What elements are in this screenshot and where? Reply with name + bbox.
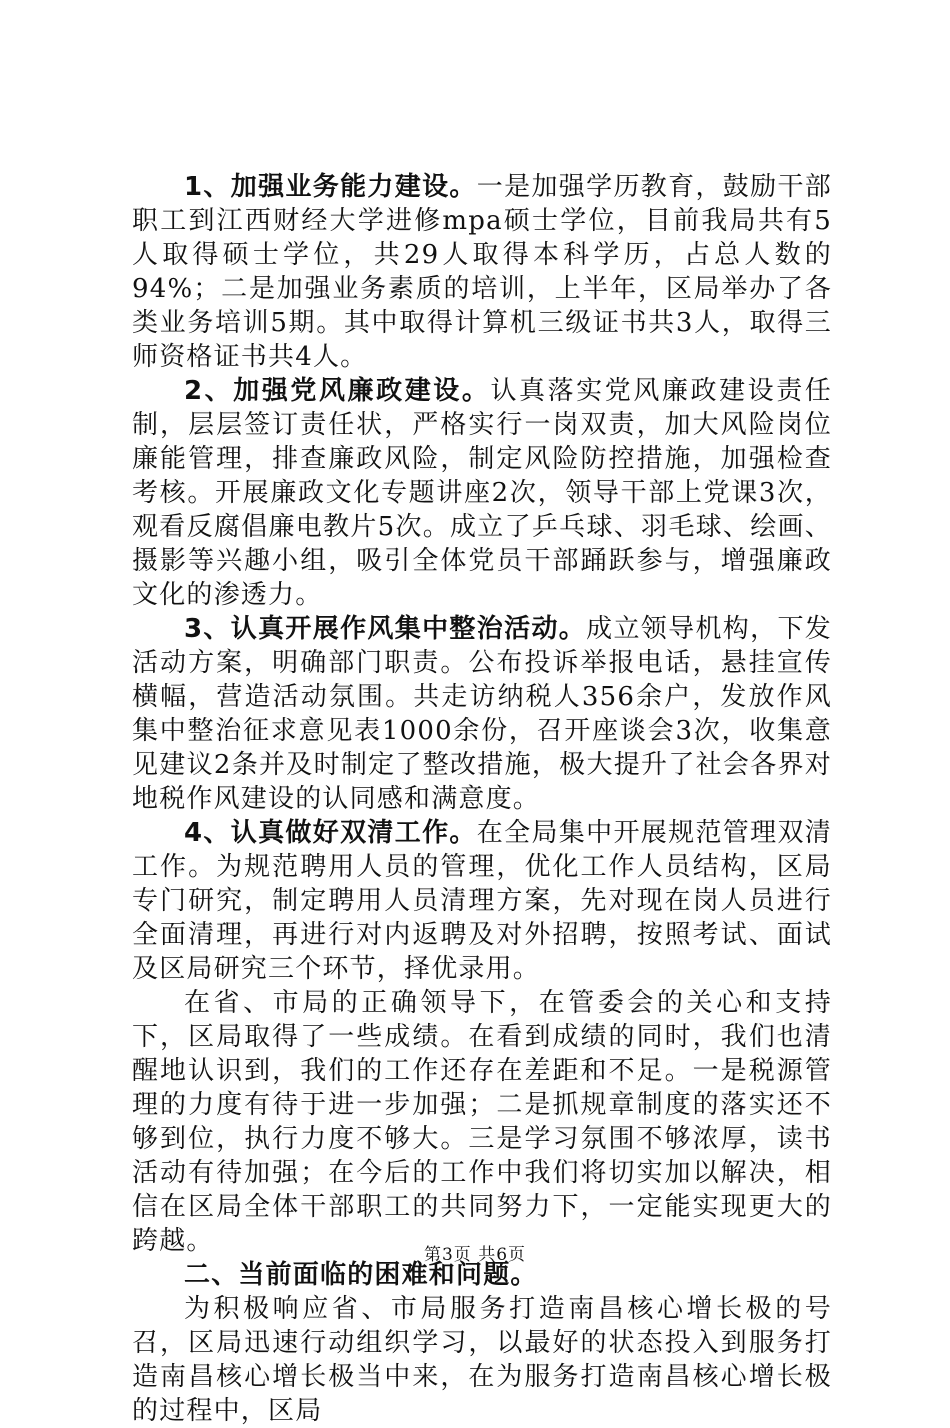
paragraph-text: 在省、市局的正确领导下，在管委会的关心和支持下，区局取得了一些成绩。在看到成绩的同时，我们也清醒地认识到，我们的工作还存在差距和不足。一是税源管理的力度有待于进一步加强；二是抓规章制度的落实还不够到位，执行力度不够大。三是学习氛围不够浓厚，读书活动有待加强；在今后的工作中我们将切实加以解决，相信在区局全体干部职工的共同努力下，一定能实现更大的跨越。 <box>132 988 832 1256</box>
paragraph-closing: 为积极响应省、市局服务打造南昌核心增长极的号召，区局迅速行动组织学习，以最好的状态投入到服务打造南昌核心增长极当中来，在为服务打造南昌核心增长极的过程中，区局 <box>132 1294 832 1426</box>
paragraph-conduct-rectification <box>132 612 832 816</box>
paragraph-text: 成立领导机构，下发活动方案，明确部门职责。公布投诉举报电话，悬挂宣传横幅，营造活动氛围。共走访纳税人356余户，发放作风集中整治征求意见表1000余份，召开座谈会3次，收集意见建议2条并及时制定了整改措施，极大提升了社会各界对地税作风建设的认同感和满意度。 <box>132 614 832 814</box>
paragraph-text: 一是加强学历教育，鼓励干部职工到江西财经大学进修mpa硕士学位，目前我局共有5人取得硕士学位，共29人取得本科学历，占总人数的94%；二是加强业务素质的培训，上半年，区局举办了各类业务培训5期。其中取得计算机三级证书共3人，取得三师资格证书共4人。 <box>132 172 832 372</box>
paragraph-achievements-summary <box>132 986 832 1258</box>
paragraph-text: 在全局集中开展规范管理双清工作。为规范聘用人员的管理，优化工作人员结构，区局专门研究，制定聘用人员清理方案，先对现在岗人员进行全面清理，再进行对内返聘及对外招聘，按照考试、面试及区局研究三个环节，择优录用。 <box>132 818 832 984</box>
page-number-footer: 第3页 共6页 <box>423 1245 527 1265</box>
paragraph-integrity-building <box>132 374 832 612</box>
paragraph-heading: 3、认真开展作风集中整治活动。 <box>184 614 587 644</box>
paragraph-text: 认真落实党风廉政建设责任制，层层签订责任状，严格实行一岗双责，加大风险岗位廉能管理，排查廉政风险，制定风险防控措施，加强检查考核。开展廉政文化专题讲座2次，领导干部上党课3次，观看反腐倡廉电教片5次。成立了乒乓球、羽毛球、绘画、摄影等兴趣小组，吸引全体党员干部踊跃参与，增强廉政文化的渗透力。 <box>132 376 833 610</box>
paragraph-business-capability <box>132 170 832 374</box>
section-heading: 二、当前面临的困难和问题。 <box>184 1260 538 1290</box>
paragraph-heading: 4、认真做好双清工作。 <box>184 818 477 848</box>
paragraph-double-clearance <box>132 816 832 986</box>
paragraph-heading: 1、加强业务能力建设。 <box>184 172 477 202</box>
paragraph-heading: 2、加强党风廉政建设。 <box>184 376 491 406</box>
